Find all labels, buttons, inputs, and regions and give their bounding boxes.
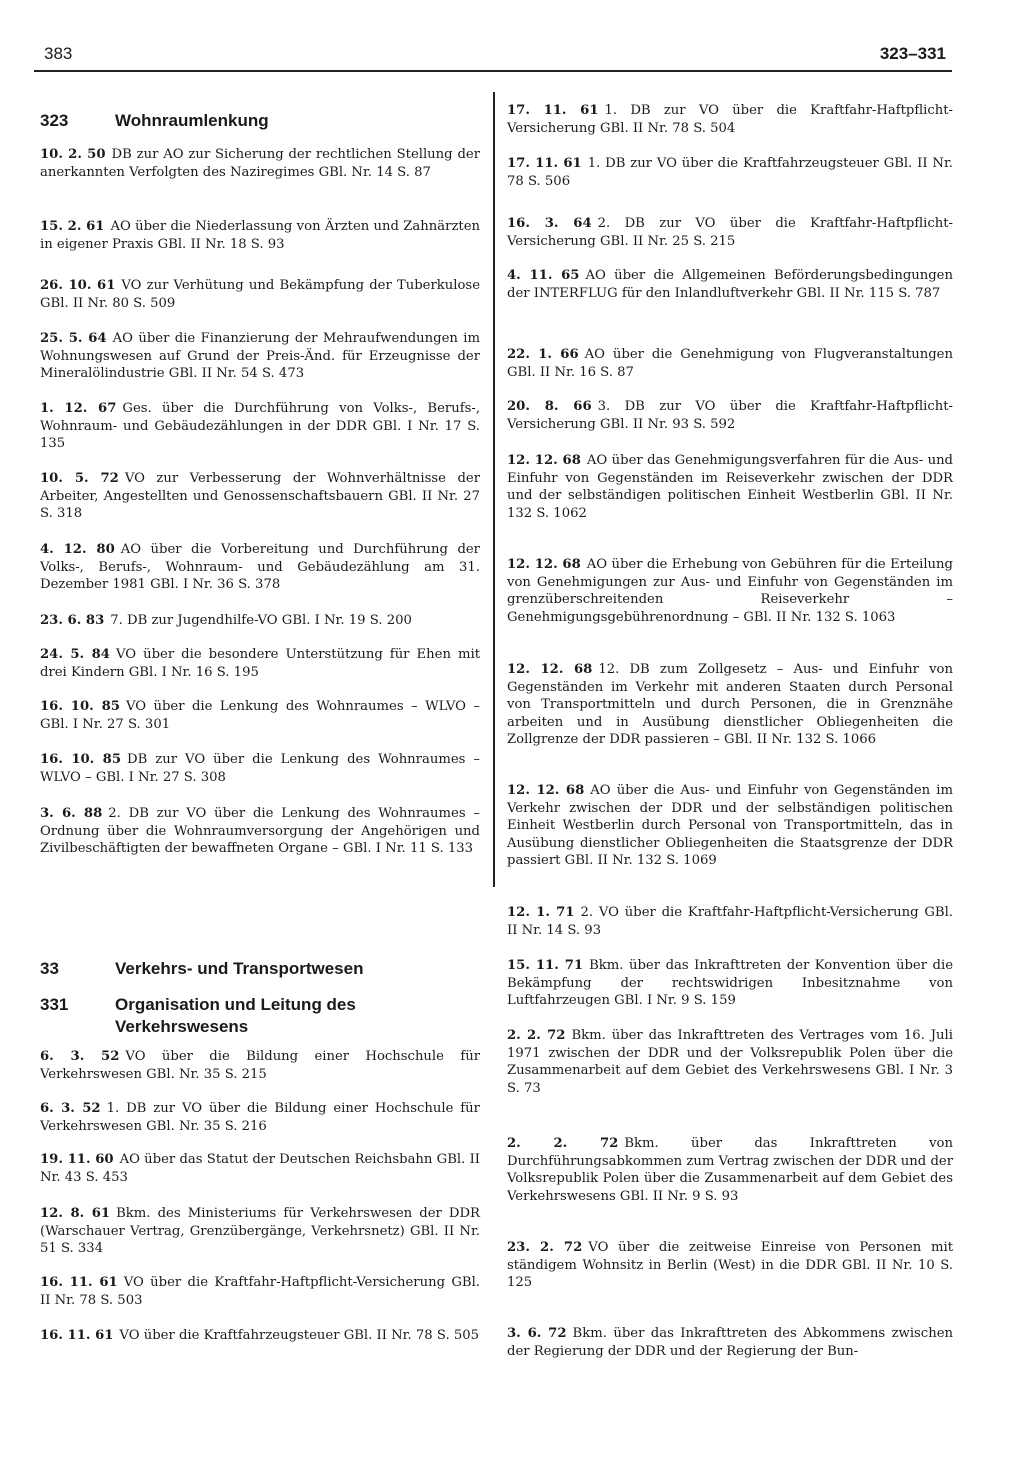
- entry-text: Bkm. über das Inkrafttreten des Abkommens zwischen der Regierung der DDR und der Regierung der Bun-: [507, 1326, 953, 1359]
- section-title: Organisation und Leitung des Verkehrswesens: [115, 995, 356, 1036]
- entry-date: 19. 11. 60: [40, 1152, 114, 1167]
- list-item: [40, 330, 480, 383]
- list-item: [40, 218, 480, 253]
- section-title: Verkehrs- und Transportwesen: [115, 959, 364, 978]
- section-number: 331: [40, 995, 69, 1014]
- list-item: [40, 646, 480, 681]
- entry-text: AO über die Allgemeinen Beförderungsbedingungen der INTERFLUG für den Inlandluftverkehr GBl. II Nr. 115 S. 787: [507, 268, 953, 301]
- list-item: [507, 957, 953, 1010]
- list-item: [507, 1325, 953, 1360]
- entry-date: 10. 2. 50: [40, 147, 106, 162]
- entry-date: 17. 11. 61: [507, 103, 599, 118]
- list-item: [40, 805, 480, 858]
- entry-text: AO über die Aus- und Einfuhr von Gegenständen im Verkehr zwischen der DDR und der selbständigen politischen Einheit Westberlin durch Personal von Transportmitteln, das in Ausübung dienstlicher Obliegenheiten die Staatsgrenze der DDR passiert GBl. II Nr. 132 S. 1069: [507, 783, 954, 869]
- entry-date: 15. 11. 71: [507, 958, 584, 973]
- entry-date: 17. 11. 61: [507, 156, 582, 171]
- list-item: [40, 146, 480, 181]
- list-item: [40, 1100, 480, 1135]
- entry-text: AO über das Genehmigungsverfahren für die Aus- und Einfuhr von Gegenständen im Reiseverkehr zwischen der DDR und der selbständigen politischen Einheit Westberlin GBl. II Nr. 132 S. 1062: [507, 453, 953, 521]
- entry-date: 10. 5. 72: [40, 471, 119, 486]
- entry-text: AO über die Finanzierung der Mehraufwendungen im Wohnungswesen auf Grund der Preis-Änd. für Erzeugnisse der Mineralölindustrie GBl. II Nr. 54 S. 473: [40, 331, 481, 382]
- entry-text: 1. DB zur VO über die Bildung einer Hochschule für Verkehrswesen GBl. Nr. 35 S. 216: [40, 1101, 480, 1134]
- entry-text: VO über die Lenkung des Wohnraumes – WLVO – GBl. I Nr. 27 S. 301: [40, 699, 480, 732]
- entry-text: 1. DB zur VO über die Kraftfahr-Haftpflicht-Versicherung GBl. II Nr. 78 S. 504: [507, 103, 954, 136]
- section-title: Wohnraumlenkung: [115, 111, 269, 130]
- entry-date: 2. 2. 72: [507, 1136, 619, 1151]
- list-item: [507, 661, 953, 749]
- entry-text: 3. DB zur VO über die Kraftfahr-Haftpflicht-Versicherung GBl. II Nr. 93 S. 592: [507, 399, 953, 432]
- page-number: 383: [44, 44, 73, 63]
- entry-date: 26. 10. 61: [40, 278, 116, 293]
- entry-date: 15. 2. 61: [40, 219, 105, 234]
- entry-text: 2. DB zur VO über die Lenkung des Wohnraumes – Ordnung über die Wohnraumversorgung der Angehörigen und Zivilbeschäftigten der bewaffneten Organe – GBl. I Nr. 11 S. 133: [40, 806, 480, 857]
- list-item: [40, 751, 480, 786]
- entry-date: 16. 10. 85: [40, 752, 122, 767]
- entry-date: 23. 2. 72: [507, 1240, 583, 1255]
- list-item: [507, 155, 953, 190]
- list-item: [507, 782, 953, 870]
- entry-date: 2. 2. 72: [507, 1028, 566, 1043]
- entry-text: AO über die Vorbereitung und Durchführung der Volks-, Berufs-, Wohnraum- und Gebäudezählung am 31. Dezember 1981 GBl. I Nr. 36 S. 378: [40, 542, 480, 593]
- entry-text: DB zur AO zur Sicherung der rechtlichen Stellung der anerkannten Verfolgten des Naziregimes GBl. Nr. 14 S. 87: [40, 147, 481, 180]
- section-number: 323: [40, 111, 69, 130]
- entry-date: 12. 1. 71: [507, 905, 575, 920]
- list-item: [507, 904, 953, 939]
- list-item: [40, 1048, 480, 1083]
- entry-date: 12. 12. 68: [507, 662, 593, 677]
- entry-date: 3. 6. 88: [40, 806, 103, 821]
- list-item: [507, 346, 953, 381]
- list-item: [40, 277, 480, 312]
- entry-date: 22. 1. 66: [507, 347, 579, 362]
- list-item: [40, 400, 480, 453]
- entry-date: 6. 3. 52: [40, 1049, 120, 1064]
- entry-date: 4. 12. 80: [40, 542, 115, 557]
- entry-date: 16. 3. 64: [507, 216, 592, 231]
- entry-text: VO zur Verhütung und Bekämpfung der Tuberkulose GBl. II Nr. 80 S. 509: [40, 278, 480, 311]
- header-rule: [34, 70, 952, 72]
- entry-text: Bkm. über das Inkrafttreten von Durchführungsabkommen zum Vertrag zwischen der DDR und der Volksrepublik Polen über die Zusammenarbeit auf dem Gebiet des Verkehrswesens GBl. II Nr. 9 S. 93: [507, 1136, 953, 1204]
- list-item: [40, 1205, 480, 1258]
- list-item: [507, 215, 953, 250]
- entry-date: 25. 5. 64: [40, 331, 107, 346]
- entry-date: 16. 10. 85: [40, 699, 120, 714]
- entry-text: AO über das Statut der Deutschen Reichsbahn GBl. II Nr. 43 S. 453: [40, 1152, 480, 1185]
- list-item: [40, 612, 480, 630]
- entry-text: 1. DB zur VO über die Kraftfahrzeugsteuer GBl. II Nr. 78 S. 506: [507, 156, 954, 189]
- entry-text: 2. VO über die Kraftfahr-Haftpflicht-Versicherung GBl. II Nr. 14 S. 93: [507, 905, 953, 938]
- entry-text: 2. DB zur VO über die Kraftfahr-Haftpflicht-Versicherung GBl. II Nr. 25 S. 215: [507, 216, 953, 249]
- entry-text: VO über die Kraftfahr-Haftpflicht-Versicherung GBl. II Nr. 78 S. 503: [40, 1275, 481, 1308]
- entry-text: VO zur Verbesserung der Wohnverhältnisse der Arbeiter, Angestellten und Genossenschaftsbauern GBl. II Nr. 27 S. 318: [40, 471, 480, 522]
- list-item: [507, 452, 953, 522]
- list-item: [507, 1135, 953, 1205]
- entry-text: VO über die Bildung einer Hochschule für Verkehrswesen GBl. Nr. 35 S. 215: [40, 1049, 480, 1082]
- entry-text: AO über die Erhebung von Gebühren für die Erteilung von Genehmigungen zur Aus- und Einfuhr von Gegenständen im grenzüberschreitenden Reiseverkehr – Genehmigungsgebührenordnung – GBl. II Nr. 132 S. 1063: [507, 557, 953, 625]
- entry-date: 23. 6. 83: [40, 613, 105, 628]
- entry-date: 12. 12. 68: [507, 783, 585, 798]
- entry-date: 12. 8. 61: [40, 1206, 111, 1221]
- list-item: [40, 1327, 480, 1345]
- entry-text: VO über die zeitweise Einreise von Personen mit ständigem Wohnsitz in Berlin (West) in die DDR GBl. II Nr. 10 S. 125: [507, 1240, 953, 1291]
- entry-date: 16. 11. 61: [40, 1328, 114, 1343]
- list-item: [40, 541, 480, 594]
- list-item: [507, 1027, 953, 1097]
- section-number: 33: [40, 959, 59, 978]
- list-item: [507, 102, 953, 137]
- entry-text: Bkm. über das Inkrafttreten des Vertrages vom 16. Juli 1971 zwischen der DDR und der Volksrepublik Polen über die Zusammenarbeit auf dem Gebiet des Verkehrswesens GBl. I Nr. 3 S. 73: [507, 1028, 953, 1096]
- entry-text: VO über die besondere Unterstützung für Ehen mit drei Kindern GBl. I Nr. 16 S. 195: [40, 647, 481, 680]
- entry-date: 6. 3. 52: [40, 1101, 101, 1116]
- list-item: [40, 1274, 480, 1309]
- section-heading-323: [40, 110, 269, 132]
- list-item: [507, 556, 953, 626]
- entry-text: 7. DB zur Jugendhilfe-VO GBl. I Nr. 19 S. 200: [110, 613, 412, 628]
- list-item: [507, 1239, 953, 1292]
- entry-date: 20. 8. 66: [507, 399, 592, 414]
- list-item: [40, 1151, 480, 1186]
- list-item: [40, 698, 480, 733]
- entry-text: Bkm. des Ministeriums für Verkehrswesen der DDR (Warschauer Vertrag, Grenzübergänge, Verkehrsnetz) GBl. II Nr. 51 S. 334: [40, 1206, 480, 1257]
- entry-date: 12. 12. 68: [507, 557, 581, 572]
- entry-text: DB zur VO über die Lenkung des Wohnraumes – WLVO – GBl. I Nr. 27 S. 308: [40, 752, 481, 785]
- column-divider: [493, 92, 495, 887]
- entry-text: 12. DB zum Zollgesetz – Aus- und Einfuhr von Gegenständen im Verkehr mit anderen Staaten durch Personal von Transportmitteln und durch Personen, die in Grenznähe arbeiten und in Ausübung dienstlicher Obliegenheiten die Zollgrenze der DDR passieren – GBl. II Nr. 132 S. 1066: [507, 662, 953, 748]
- entry-text: AO über die Niederlassung von Ärzten und Zahnärzten in eigener Praxis GBl. II Nr. 18 S. 93: [40, 219, 480, 252]
- entry-date: 3. 6. 72: [507, 1326, 567, 1341]
- entry-date: 12. 12. 68: [507, 453, 581, 468]
- list-item: [507, 398, 953, 433]
- section-range: 323–331: [879, 44, 946, 63]
- entry-date: 24. 5. 84: [40, 647, 110, 662]
- entry-date: 1. 12. 67: [40, 401, 117, 416]
- section-heading-331: [40, 994, 480, 1038]
- entry-text: AO über die Genehmigung von Flugveranstaltungen GBl. II Nr. 16 S. 87: [507, 347, 953, 380]
- entry-text: Bkm. über das Inkrafttreten der Konvention über die Bekämpfung der rechtswidrigen Inbesitznahme von Luftfahrzeugen GBl. I Nr. 9 S. 159: [507, 958, 953, 1009]
- entry-date: 16. 11. 61: [40, 1275, 118, 1290]
- list-item: [40, 470, 480, 523]
- entry-text: VO über die Kraftfahrzeugsteuer GBl. II Nr. 78 S. 505: [119, 1328, 480, 1343]
- list-item: [507, 267, 953, 302]
- entry-text: Ges. über die Durchführung von Volks-, Berufs-, Wohnraum- und Gebäudezählungen in der DDR GBl. I Nr. 17 S. 135: [40, 401, 481, 452]
- entry-date: 4. 11. 65: [507, 268, 580, 283]
- section-heading-33: [40, 958, 363, 980]
